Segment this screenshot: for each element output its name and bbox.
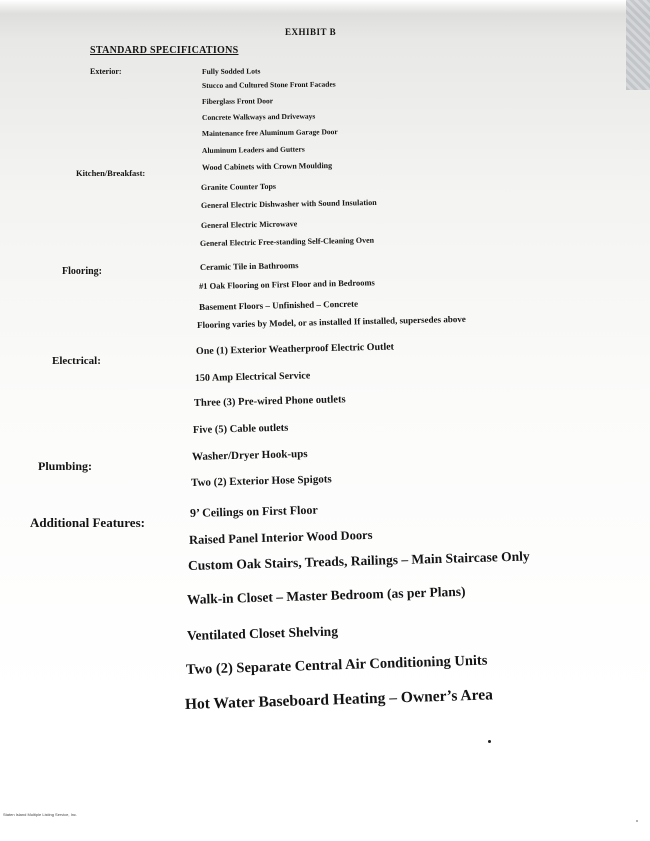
spec-item: 150 Amp Electrical Service xyxy=(194,370,311,384)
section-label-additional-features: Additional Features: xyxy=(30,515,145,530)
scan-speck xyxy=(636,820,638,822)
exhibit-title: EXHIBIT B xyxy=(285,27,337,37)
spec-item: Walk-in Closet – Master Bedroom (as per Plans) xyxy=(186,583,466,607)
section-label-electrical: Electrical: xyxy=(52,355,101,367)
spec-item: Ceramic Tile in Bathrooms xyxy=(199,260,299,272)
spec-item: One (1) Exterior Weatherproof Electric Outlet xyxy=(195,341,395,357)
specifications-heading: STANDARD SPECIFICATIONS xyxy=(90,45,239,56)
spec-item: Basement Floors – Unfinished – Concrete xyxy=(198,298,359,312)
spec-item: Maintenance free Aluminum Garage Door xyxy=(201,127,338,138)
spec-item: Granite Counter Tops xyxy=(200,181,277,192)
spec-item: Fully Sodded Lots xyxy=(201,66,261,76)
spec-item: Concrete Walkways and Driveways xyxy=(201,111,316,122)
scan-background-edge xyxy=(626,0,650,90)
spec-item: Three (3) Pre-wired Phone outlets xyxy=(193,394,346,409)
spec-item: 9’ Ceilings on First Floor xyxy=(189,502,318,520)
section-label-flooring: Flooring: xyxy=(62,266,102,277)
spec-item: General Electric Microwave xyxy=(200,219,298,230)
footer-credit: Staten Island Multiple Listing Service, Inc. xyxy=(3,812,78,817)
spec-item: Five (5) Cable outlets xyxy=(192,422,289,436)
section-label-plumbing: Plumbing: xyxy=(38,459,93,473)
paper-top-edge xyxy=(0,0,650,14)
spec-item: Hot Water Baseboard Heating – Owner’s Area xyxy=(184,686,494,713)
spec-item: #1 Oak Flooring on First Floor and in Bedrooms xyxy=(198,277,375,291)
spec-item: Two (2) Exterior Hose Spigots xyxy=(190,473,332,489)
spec-item: Two (2) Separate Central Air Conditioning Units xyxy=(185,652,488,678)
spec-item: General Electric Free-standing Self-Cleaning Oven xyxy=(199,235,375,248)
spec-item: Aluminum Leaders and Gutters xyxy=(201,144,305,155)
spec-item: Ventilated Closet Shelving xyxy=(186,623,339,643)
spec-item: Fiberglass Front Door xyxy=(201,96,274,106)
spec-item: Stucco and Cultured Stone Front Facades xyxy=(201,79,336,90)
spec-item: Flooring varies by Model, or as installed If installed, supersedes above xyxy=(196,313,466,330)
section-label-exterior: Exterior: xyxy=(90,67,122,76)
spec-item: Raised Panel Interior Wood Doors xyxy=(188,527,373,547)
spec-item: Washer/Dryer Hook-ups xyxy=(191,447,308,463)
section-label-kitchen: Kitchen/Breakfast: xyxy=(76,168,146,178)
spec-item: Wood Cabinets with Crown Moulding xyxy=(201,160,333,172)
spec-item: General Electric Dishwasher with Sound Insulation xyxy=(200,197,377,210)
scan-speck xyxy=(488,740,491,743)
spec-item: Custom Oak Stairs, Treads, Railings – Main Staircase Only xyxy=(187,548,530,573)
